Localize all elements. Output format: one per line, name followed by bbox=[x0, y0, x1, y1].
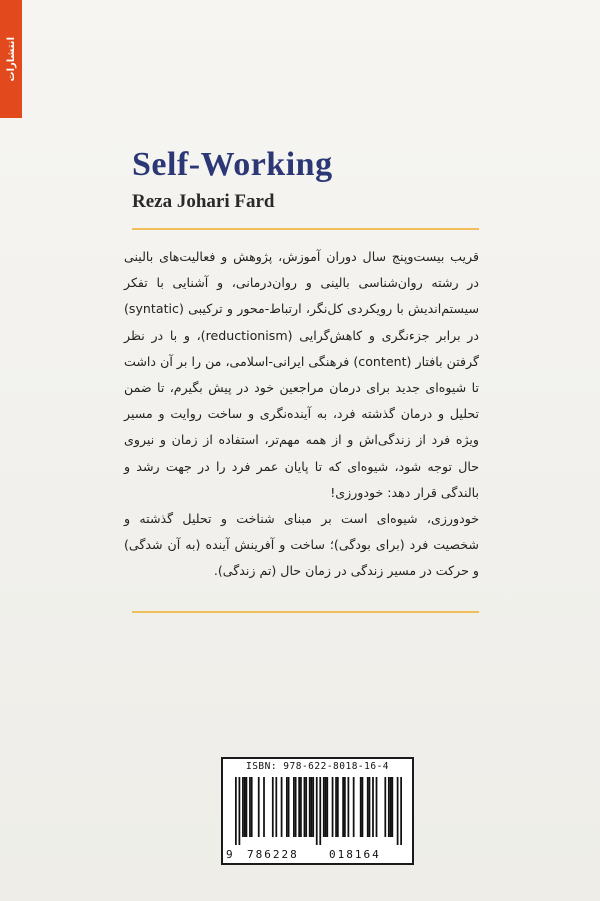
barcode-bar bbox=[272, 777, 274, 837]
divider-bottom bbox=[132, 611, 479, 613]
barcode-digit-first: 9 bbox=[226, 848, 233, 861]
barcode-bar bbox=[298, 777, 300, 837]
barcode-bar bbox=[235, 777, 237, 845]
barcode-bar bbox=[391, 777, 393, 837]
isbn-label: ISBN: 978-622-8018-16-4 bbox=[245, 761, 390, 772]
barcode-bar bbox=[304, 777, 306, 837]
barcode-bar bbox=[295, 777, 297, 837]
barcode-bar bbox=[244, 777, 246, 837]
barcode-bar bbox=[242, 777, 244, 837]
barcode-bar bbox=[286, 777, 288, 837]
description-paragraph-2: خودورزی، شیوه‌ای است بر مبنای شناخت و تحلیل گذشته و شخصیت فرد (برای بودگی)؛ ساخت و آفرینش آینده (به آن شدگی) و حرکت در مسیر زندگی در زمان حال (تم زندگی). bbox=[124, 511, 479, 579]
book-description bbox=[124, 244, 479, 585]
barcode-bar bbox=[390, 777, 392, 837]
divider-top bbox=[132, 228, 479, 230]
barcode-bar bbox=[376, 777, 378, 837]
barcode-bar bbox=[360, 777, 362, 837]
barcode-bar bbox=[251, 777, 253, 837]
description-paragraph-1: قریب بیست‌وپنج سال دوران آموزش، پژوهش و فعالیت‌های بالینی در رشته روان‌شناسی بالینی و روان‌درمانی، و آشنایی با تفکر سیستم‌اندیش با رویکردی کل‌نگر، ارتباط-محور و ترکیبی (syntatic) در برابر جزء‌نگری و کاهش‌گرایی (reductionism)، و با در نظر گرفتن بافتار (content) فرهنگی ایرانی-اسلامی، من را بر آن داشت تا شیوه‌ای جدید برای درمان مراجعین خود در پیش بگیرم، تا ضمن تحلیل و درمان گذشته فرد، به آینده‌نگری و ساخت روایت و مسیر ویژه فرد از زندگی‌اش و از همه مهم‌تر، استفاده از زمان و نیروی حال توجه شود، شیوه‌ای که تا پایان عمر فرد را در جهت رشد و بالندگی قرار دهد: خودورزی! bbox=[124, 249, 480, 500]
barcode-bar bbox=[281, 777, 283, 837]
barcode-bar bbox=[316, 777, 318, 845]
barcode-bar bbox=[384, 777, 386, 837]
barcode-bar bbox=[367, 777, 369, 837]
barcode-bar bbox=[323, 777, 325, 837]
barcode-bar bbox=[348, 777, 350, 837]
barcode-bar bbox=[249, 777, 251, 837]
barcode-bar bbox=[258, 777, 260, 837]
barcode-bar bbox=[246, 777, 248, 837]
barcode-bar bbox=[239, 777, 241, 845]
barcode-bar bbox=[353, 777, 355, 837]
barcode-bar bbox=[337, 777, 339, 837]
barcode-bar bbox=[400, 777, 402, 845]
barcode-bar bbox=[326, 777, 328, 837]
barcode-bar bbox=[263, 777, 265, 837]
barcode-digits-left: 786228 bbox=[247, 848, 299, 861]
barcode-bar bbox=[388, 777, 390, 837]
barcode-bar bbox=[311, 777, 313, 837]
barcode-bar bbox=[300, 777, 302, 837]
barcode-bar bbox=[332, 777, 334, 837]
barcode-bar bbox=[293, 777, 295, 837]
barcode-bar bbox=[305, 777, 307, 837]
publisher-spine-tab bbox=[0, 0, 22, 118]
barcode-digits-right: 018164 bbox=[329, 848, 381, 861]
barcode-bar bbox=[288, 777, 290, 837]
publisher-spine-label: انتشارات bbox=[5, 36, 17, 82]
barcode-bar bbox=[362, 777, 364, 837]
barcode-bar bbox=[344, 777, 346, 837]
barcode-bar bbox=[275, 777, 277, 837]
barcode-bar bbox=[372, 777, 374, 837]
barcode-bar bbox=[312, 777, 314, 837]
barcode-bar bbox=[369, 777, 371, 837]
barcode-bar bbox=[319, 777, 321, 845]
barcode-bar bbox=[335, 777, 337, 837]
barcode-bar bbox=[309, 777, 311, 837]
barcode-bar bbox=[325, 777, 327, 837]
barcode-bars bbox=[235, 777, 402, 845]
barcode-bar bbox=[342, 777, 344, 837]
barcode-bar bbox=[397, 777, 399, 845]
book-title: Self-Working bbox=[132, 146, 333, 183]
isbn-barcode bbox=[221, 757, 414, 865]
book-author: Reza Johari Fard bbox=[132, 191, 275, 212]
